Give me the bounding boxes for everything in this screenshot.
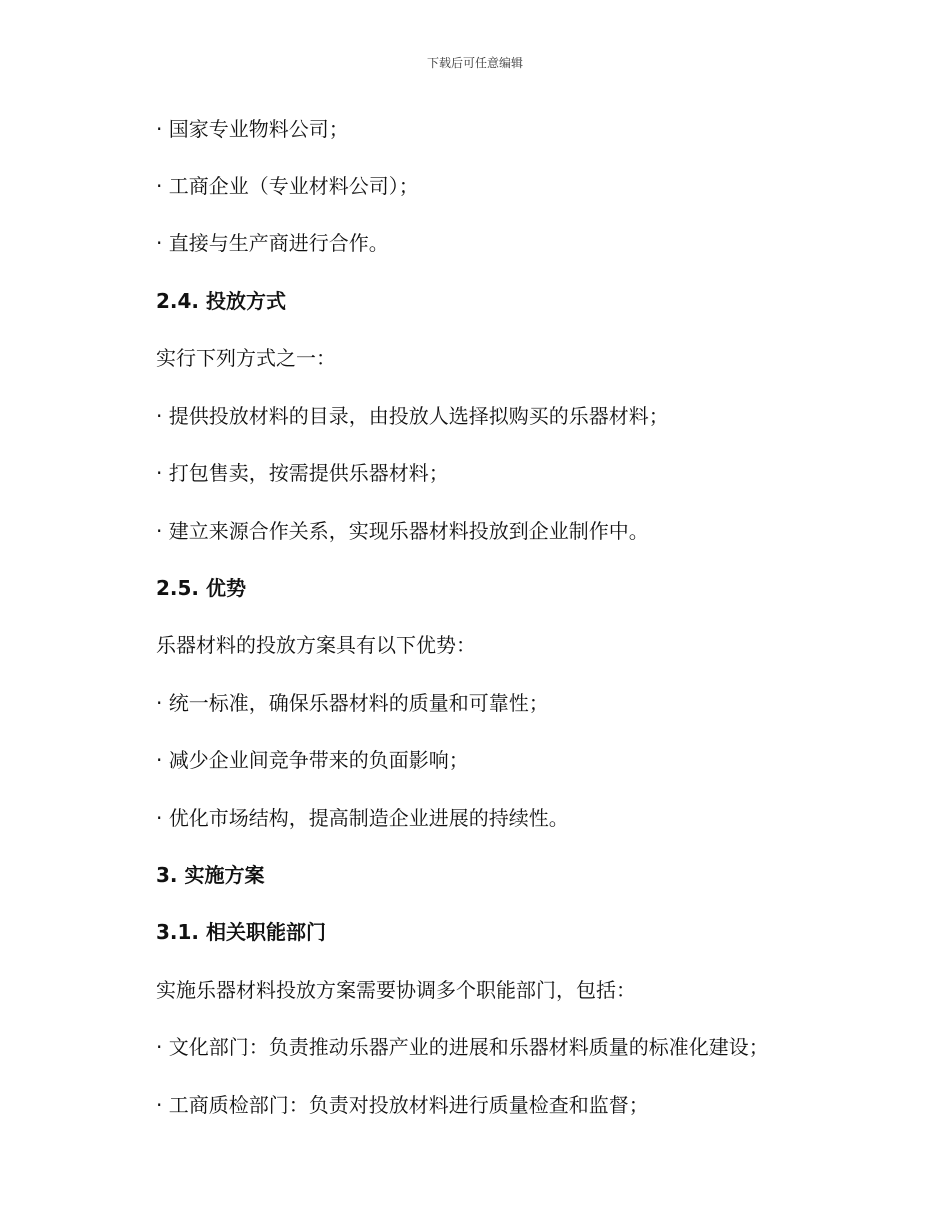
paragraph: 乐器材料的投放方案具有以下优势： [156, 633, 476, 657]
bullet-item: · 建立来源合作关系，实现乐器材料投放到企业制作中。 [156, 519, 649, 543]
bullet-item: · 统一标准，确保乐器材料的质量和可靠性； [156, 691, 549, 715]
section-heading: 2.5. 优势 [156, 576, 246, 600]
bullet-item: · 优化市场结构，提高制造企业进展的持续性。 [156, 806, 569, 830]
subsection-heading: 3.1. 相关职能部门 [156, 920, 326, 944]
paragraph: 实施乐器材料投放方案需要协调多个职能部门，包括： [156, 978, 636, 1002]
bullet-item: · 国家专业物料公司； [156, 117, 349, 141]
bullet-item: · 文化部门：负责推动乐器产业的进展和乐器材料质量的标准化建设； [156, 1035, 769, 1059]
bullet-item: · 工商企业（专业材料公司）； [156, 174, 419, 198]
bullet-item: · 打包售卖，按需提供乐器材料； [156, 461, 449, 485]
bullet-item: · 直接与生产商进行合作。 [156, 231, 389, 255]
bullet-item: · 减少企业间竞争带来的负面影响； [156, 748, 469, 772]
bullet-item: · 提供投放材料的目录，由投放人选择拟购买的乐器材料； [156, 404, 669, 428]
section-heading: 3. 实施方案 [156, 863, 265, 887]
paragraph: 实行下列方式之一： [156, 346, 336, 370]
section-heading: 2.4. 投放方式 [156, 289, 286, 313]
bullet-item: · 工商质检部门：负责对投放材料进行质量检查和监督； [156, 1093, 649, 1117]
page-header: 下载后可任意编辑 [426, 56, 523, 70]
